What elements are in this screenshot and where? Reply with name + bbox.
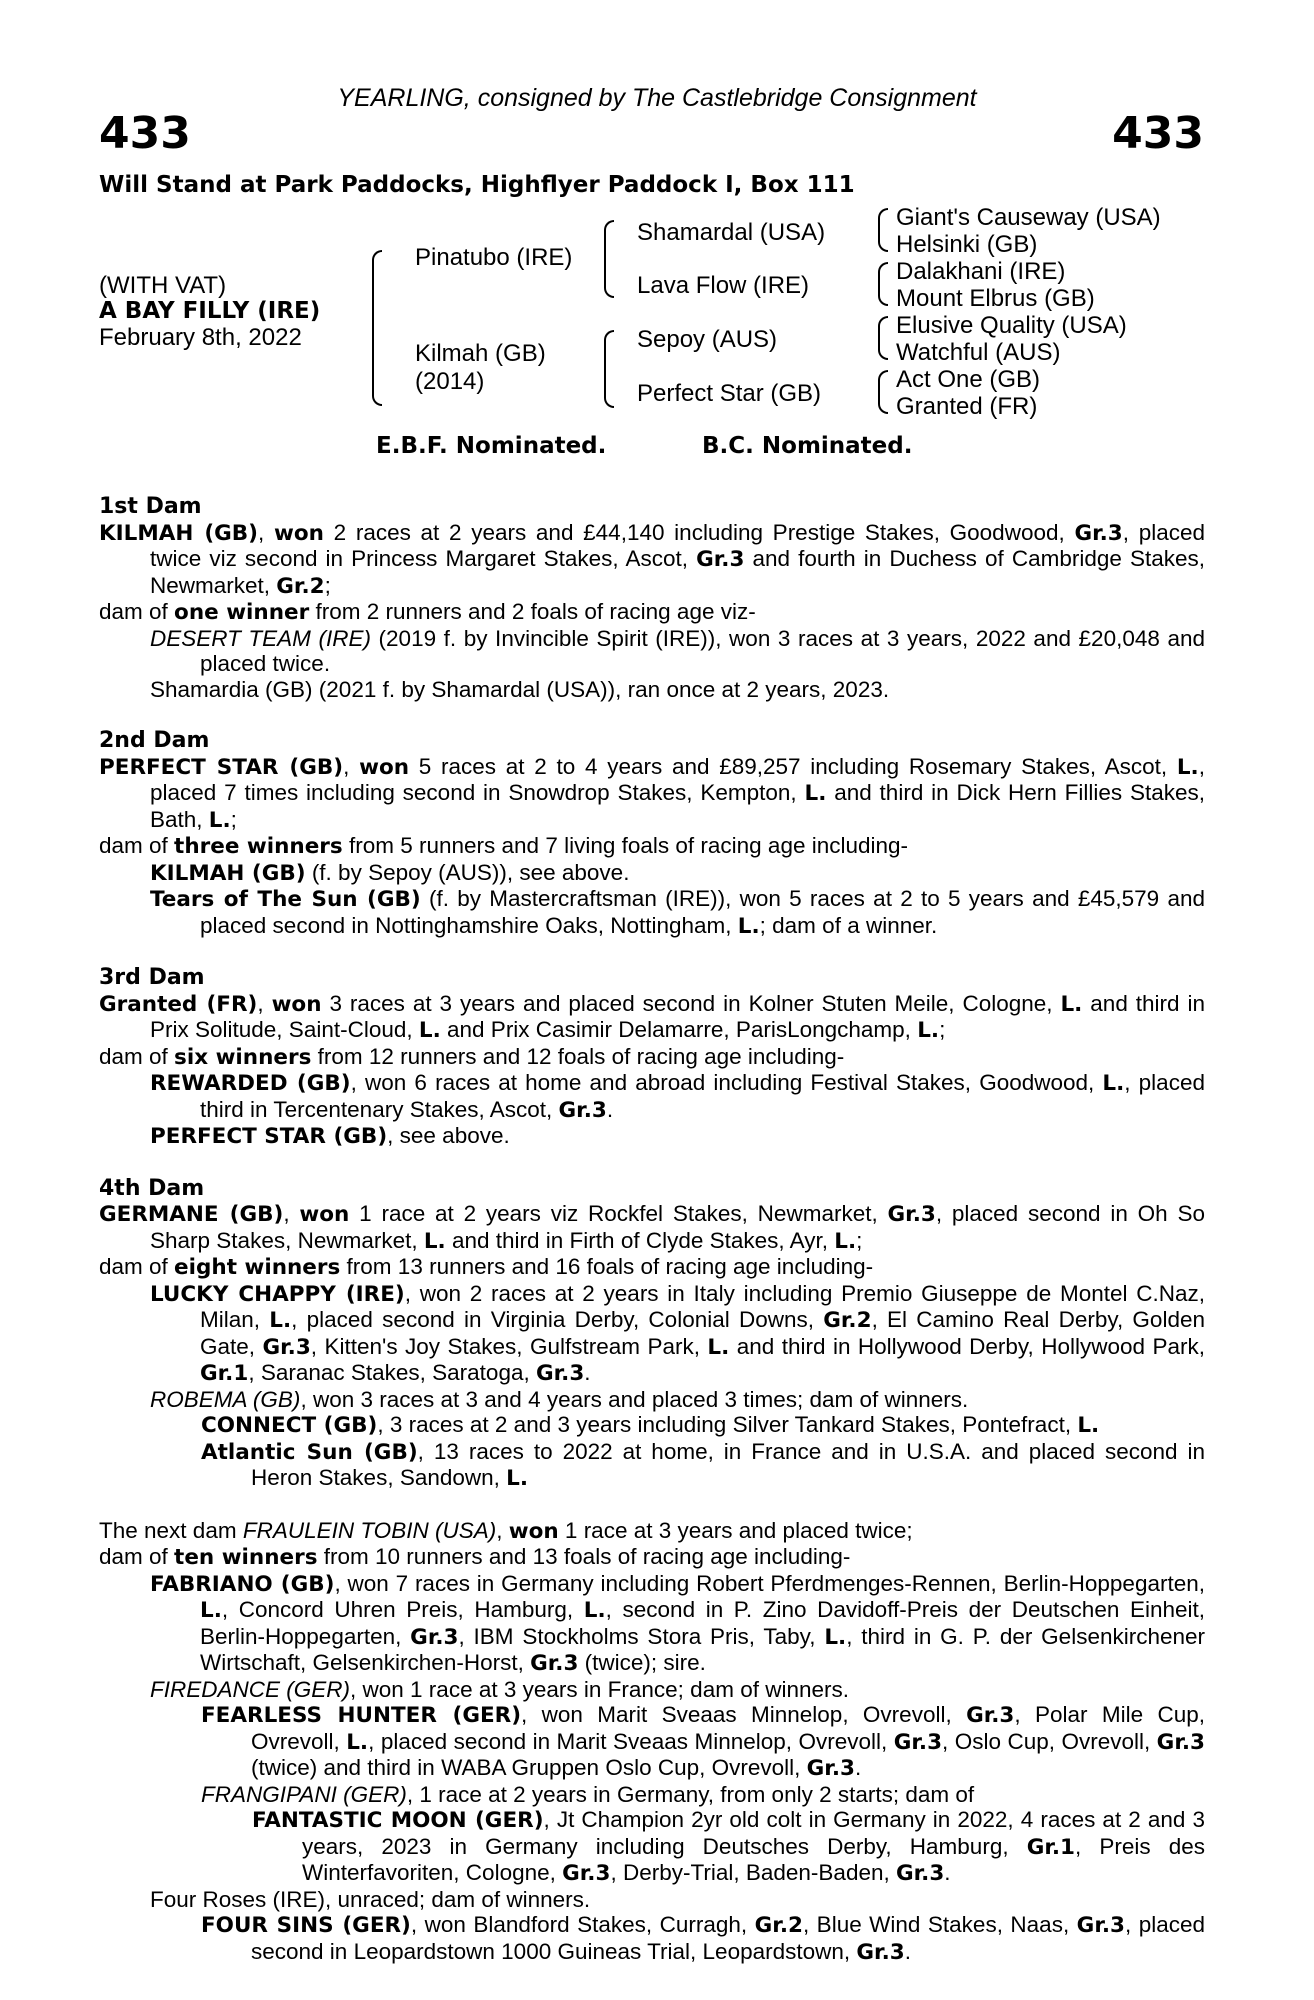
produce-entry: REWARDED (GB), won 6 races at home and abroad including Festival Stakes, Goodwood, L., placed third in Tercentenary Stakes, Ascot, Gr.3.: [150, 1070, 1205, 1123]
produce-entry: LUCKY CHAPPY (IRE), won 2 races at 2 years in Italy including Premio Giuseppe de Montel C.Naz, Milan, L., placed second in Virginia Derby, Colonial Downs, Gr.2, El Camino Real Derby, Golden Gate, Gr.3, Kitten's Joy Stakes, Gulfstream Park, L. and third in Hollywood Derby, Hollywood Park, Gr.1, Saranac Stakes, Saratoga, Gr.3.: [150, 1280, 1206, 1386]
brace: [372, 250, 382, 406]
ped-ddd: Granted (FR): [896, 393, 1038, 420]
consignor-line: YEARLING, consigned by The Castlebridge Consignment: [337, 84, 977, 112]
third-dam-heading: 3rd Dam: [99, 965, 205, 990]
second-dam-heading: 2nd Dam: [99, 728, 210, 753]
brace: [878, 262, 888, 306]
produce-summary: dam of eight winners from 13 runners and 16 foals of racing age including-: [99, 1254, 874, 1280]
brace: [878, 370, 888, 414]
sire-dam: Lava Flow (IRE): [637, 272, 810, 299]
next-dam-entry: The next dam FRAULEIN TOBIN (USA), won 1 race at 3 years and placed twice;: [99, 1517, 913, 1544]
sire-sire: Shamardal (USA): [637, 219, 826, 246]
third-dam-entry: Granted (FR), won 3 races at 3 years and placed second in Kolner Stuten Meile, Cologne, L. and third in Prix Solitude, Saint-Cloud, L. and Prix Casimir Delamarre, ParisLongchamp, L.;: [99, 990, 1205, 1043]
produce-summary: dam of one winner from 2 runners and 2 foals of racing age viz-: [99, 599, 756, 625]
dam: Kilmah (GB): [415, 340, 546, 367]
brace: [878, 208, 888, 252]
produce-entry: Atlantic Sun (GB), 13 races to 2022 at home, in France and in U.S.A. and placed second in Heron Stakes, Sandown, L.: [201, 1438, 1206, 1491]
date-of-birth: February 8th, 2022: [99, 324, 302, 351]
lot-number-right: 433: [1112, 108, 1204, 159]
ped-dsd: Watchful (AUS): [896, 339, 1061, 366]
fourth-dam-heading: 4th Dam: [99, 1175, 205, 1201]
pedigree-table: [0, 0, 1314, 430]
ped-dss: Elusive Quality (USA): [896, 312, 1127, 339]
produce-entry: KILMAH (GB) (f. by Sepoy (AUS)), see above.: [150, 859, 630, 886]
produce-entry: FEARLESS HUNTER (GER), won Marit Sveaas Minnelop, Ovrevoll, Gr.3, Polar Mile Cup, Ovrevoll, L., placed second in Marit Sveaas Minnelop, Ovrevoll, Gr.3, Oslo Cup, Ovrevoll, Gr.3 (twice) and third in WABA Gruppen Oslo Cup, Ovrevoll, Gr.3.: [201, 1702, 1205, 1781]
stand-location: Will Stand at Park Paddocks, Highflyer Paddock I, Box 111: [99, 172, 855, 198]
ped-sds: Dalakhani (IRE): [896, 258, 1066, 285]
first-dam-entry: KILMAH (GB), won 2 races at 2 years and £44,140 including Prestige Stakes, Goodwood, Gr.3, placed twice viz second in Princess Margaret Stakes, Ascot, Gr.3 and fourth in Duchess of Cambridge Stakes, Newmarket, Gr.2;: [99, 519, 1205, 599]
first-dam-heading: 1st Dam: [99, 494, 202, 519]
produce-entry: FANTASTIC MOON (GER), Jt Champion 2yr old colt in Germany in 2022, 4 races at 2 and 3 years, 2023 in Germany including Deutsches Derby, Hamburg, Gr.1, Preis des Winterfavoriten, Cologne, Gr.3, Derby-Trial, Baden-Baden, Gr.3.: [252, 1807, 1205, 1886]
ped-dds: Act One (GB): [896, 366, 1041, 393]
produce-entry: Four Roses (IRE), unraced; dam of winners.: [150, 1886, 591, 1912]
produce-entry: Tears of The Sun (GB) (f. by Mastercraftsman (IRE)), won 5 races at 2 to 5 years and £45,579 and placed second in Nottinghamshire Oaks, Nottingham, L.; dam of a winner.: [150, 886, 1205, 939]
produce-entry: Shamardia (GB) (2021 f. by Shamardal (USA)), ran once at 2 years, 2023.: [150, 676, 890, 702]
ebf-nomination: E.B.F. Nominated.: [376, 433, 607, 459]
produce-entry: PERFECT STAR (GB), see above.: [150, 1123, 510, 1149]
brace: [878, 316, 888, 360]
ped-sdd: Mount Elbrus (GB): [896, 285, 1095, 312]
produce-summary: dam of six winners from 12 runners and 12 foals of racing age including-: [99, 1043, 845, 1070]
produce-entry: CONNECT (GB), 3 races at 2 and 3 years including Silver Tankard Stakes, Pontefract, L.: [201, 1412, 1100, 1438]
dam-year: (2014): [415, 368, 485, 395]
produce-entry: FIREDANCE (GER), won 1 race at 3 years in France; dam of winners.: [150, 1676, 849, 1702]
ped-sss: Giant's Causeway (USA): [896, 204, 1161, 231]
sire: Pinatubo (IRE): [415, 244, 573, 271]
bc-nomination: B.C. Nominated.: [702, 433, 913, 459]
produce-entry: FOUR SINS (GER), won Blandford Stakes, Curragh, Gr.2, Blue Wind Stakes, Naas, Gr.3, placed second in Leopardstown 1000 Guineas Trial, Leopardstown, Gr.3.: [201, 1912, 1206, 1965]
second-dam-entry: PERFECT STAR (GB), won 5 races at 2 to 4 years and £89,257 including Rosemary Stakes, Ascot, L., placed 7 times including second in Snowdrop Stakes, Kempton, L. and third in Dick Hern Fillies Stakes, Bath, L.;: [99, 753, 1205, 833]
dam-sire: Sepoy (AUS): [637, 326, 778, 353]
ped-ssd: Helsinki (GB): [896, 231, 1038, 258]
produce-summary: dam of ten winners from 10 runners and 13 foals of racing age including-: [99, 1544, 851, 1570]
lot-number-left: 433: [99, 108, 191, 159]
fourth-dam-entry: GERMANE (GB), won 1 race at 2 years viz Rockfel Stakes, Newmarket, Gr.3, placed second in Oh So Sharp Stakes, Newmarket, L. and third in Firth of Clyde Stakes, Ayr, L.;: [99, 1201, 1205, 1254]
produce-entry: DESERT TEAM (IRE) (2019 f. by Invincible Spirit (IRE)), won 3 races at 3 years, 2022 and £20,048 and placed twice.: [150, 625, 1205, 676]
produce-entry: FRANGIPANI (GER), 1 race at 2 years in Germany, from only 2 starts; dam of: [201, 1781, 975, 1807]
brace: [604, 220, 614, 298]
vat-label: (WITH VAT): [99, 272, 227, 299]
lot-name: A BAY FILLY (IRE): [99, 298, 321, 324]
produce-entry: ROBEMA (GB), won 3 races at 3 and 4 years and placed 3 times; dam of winners.: [150, 1386, 969, 1412]
brace: [604, 330, 614, 408]
catalogue-text: [99, 480, 1205, 1965]
produce-summary: dam of three winners from 5 runners and 7 living foals of racing age including-: [99, 833, 909, 859]
produce-entry: FABRIANO (GB), won 7 races in Germany including Robert Pferdmenges-Rennen, Berlin-Hoppegarten, L., Concord Uhren Preis, Hamburg, L., second in P. Zino Davidoff-Preis der Deutschen Einheit, Berlin-Hoppegarten, Gr.3, IBM Stockholms Stora Pris, Taby, L., third in G. P. der Gelsenkirchener Wirtschaft, Gelsenkirchen-Horst, Gr.3 (twice); sire.: [150, 1570, 1206, 1676]
dam-dam: Perfect Star (GB): [637, 380, 822, 407]
